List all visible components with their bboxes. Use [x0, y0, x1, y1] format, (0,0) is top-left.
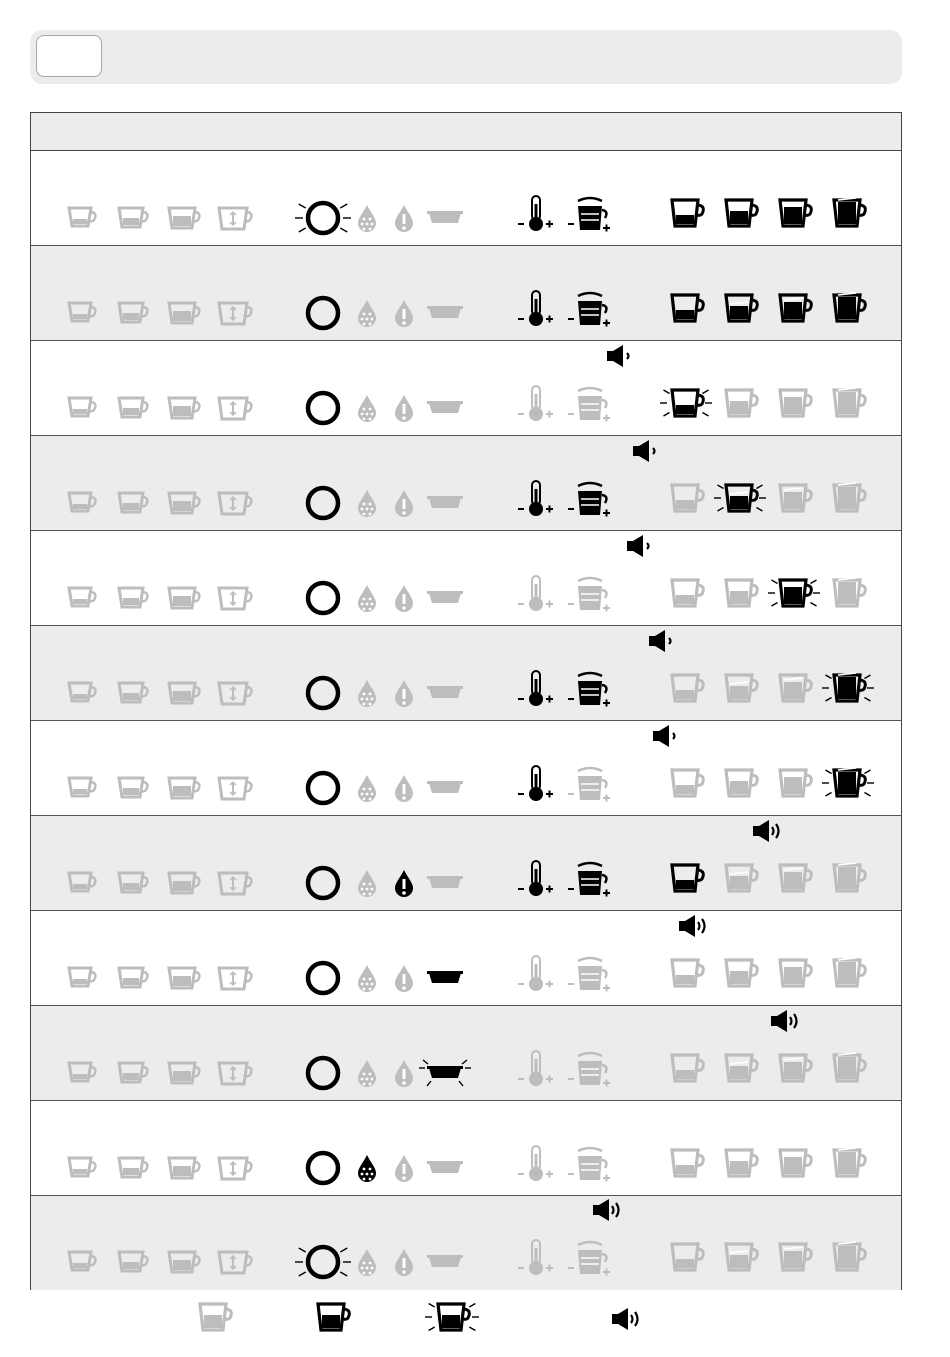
beep-speaker-icon — [589, 1196, 629, 1224]
cup-on-icon — [298, 1296, 368, 1342]
cup-size-1-icon — [659, 475, 717, 521]
cup-size-2-icon — [713, 475, 771, 521]
long-coffee-cup-icon — [165, 297, 209, 331]
long-coffee-cup-icon — [165, 1152, 209, 1186]
cup-size-2-icon — [713, 285, 771, 331]
espresso-cup-icon — [65, 1246, 109, 1280]
cup-size-2-icon — [713, 760, 771, 806]
espresso-cup-icon — [65, 1057, 109, 1091]
coffee-cup-icon — [115, 487, 159, 521]
temperature-icon — [515, 572, 559, 616]
table-row — [31, 1006, 901, 1101]
cup-size-2-icon — [713, 380, 771, 426]
grounds-tray-icon — [417, 201, 473, 235]
cup-size-3-icon — [767, 285, 825, 331]
water-alert-icon — [391, 296, 417, 330]
coffee-cup-icon — [115, 1246, 159, 1280]
coffee-cup-icon — [115, 1057, 159, 1091]
beep-speaker-icon — [767, 1007, 807, 1035]
espresso-cup-icon — [65, 392, 109, 426]
cup-dim-icon — [180, 1296, 250, 1342]
power-ring-icon — [291, 291, 355, 335]
beep-speaker-icon — [645, 627, 685, 655]
cup-size-2-icon — [713, 190, 771, 236]
aroma-strength-icon — [565, 572, 613, 616]
power-ring-icon — [291, 576, 355, 620]
long-coffee-cup-icon — [165, 202, 209, 236]
grounds-tray-icon — [417, 1151, 473, 1185]
ground-coffee-cup-icon — [215, 867, 259, 901]
cup-size-3-icon — [767, 760, 825, 806]
descale-drop-icon — [353, 676, 381, 710]
grounds-tray-icon — [417, 961, 473, 995]
long-coffee-cup-icon — [165, 867, 209, 901]
espresso-cup-icon — [65, 202, 109, 236]
espresso-cup-icon — [65, 962, 109, 996]
grounds-tray-icon — [417, 676, 473, 710]
water-alert-icon — [391, 676, 417, 710]
power-ring-icon — [291, 956, 355, 1000]
long-coffee-cup-icon — [165, 582, 209, 616]
coffee-cup-icon — [115, 677, 159, 711]
descale-drop-icon — [353, 1056, 381, 1090]
coffee-cup-icon — [115, 867, 159, 901]
temperature-icon — [515, 857, 559, 901]
beep-speaker-icon — [675, 912, 715, 940]
aroma-strength-icon — [565, 952, 613, 996]
cup-size-2-icon — [713, 855, 771, 901]
power-ring-icon — [291, 861, 355, 905]
grounds-tray-icon — [417, 771, 473, 805]
indicator-table — [30, 112, 902, 1290]
long-coffee-cup-icon — [165, 392, 209, 426]
table-row — [31, 911, 901, 1006]
long-coffee-cup-icon — [165, 772, 209, 806]
espresso-cup-icon — [65, 867, 109, 901]
beep-speaker-icon — [749, 817, 789, 845]
table-row — [31, 151, 901, 246]
cup-size-3-icon — [767, 380, 825, 426]
espresso-cup-icon — [65, 582, 109, 616]
descale-drop-icon — [353, 866, 381, 900]
power-ring-icon — [291, 196, 355, 240]
aroma-strength-icon — [565, 1236, 613, 1280]
table-row — [31, 1196, 901, 1290]
aroma-strength-icon — [565, 762, 613, 806]
coffee-cup-icon — [115, 1152, 159, 1186]
descale-drop-icon — [353, 581, 381, 615]
cup-size-4-icon — [821, 475, 879, 521]
coffee-cup-icon — [115, 962, 159, 996]
temperature-icon — [515, 952, 559, 996]
cup-size-3-icon — [767, 1045, 825, 1091]
water-alert-icon — [391, 771, 417, 805]
long-coffee-cup-icon — [165, 677, 209, 711]
cup-size-1-icon — [659, 380, 717, 426]
cup-size-1-icon — [659, 1140, 717, 1186]
ground-coffee-cup-icon — [215, 772, 259, 806]
descale-drop-icon — [353, 961, 381, 995]
water-alert-icon — [391, 201, 417, 235]
ground-coffee-cup-icon — [215, 1152, 259, 1186]
water-alert-icon — [391, 1056, 417, 1090]
table-row — [31, 1101, 901, 1196]
cup-size-2-icon — [713, 1045, 771, 1091]
table-row — [31, 341, 901, 436]
cup-size-4-icon — [821, 190, 879, 236]
cup-size-1-icon — [659, 665, 717, 711]
temperature-icon — [515, 1142, 559, 1186]
cup-size-2-icon — [713, 1140, 771, 1186]
coffee-cup-icon — [115, 297, 159, 331]
water-alert-icon — [391, 581, 417, 615]
temperature-icon — [515, 667, 559, 711]
ground-coffee-cup-icon — [215, 202, 259, 236]
temperature-icon — [515, 1047, 559, 1091]
aroma-strength-icon — [565, 477, 613, 521]
table-row — [31, 626, 901, 721]
espresso-cup-icon — [65, 487, 109, 521]
ground-coffee-cup-icon — [215, 962, 259, 996]
grounds-tray-icon — [417, 296, 473, 330]
temperature-icon — [515, 762, 559, 806]
cup-size-2-icon — [713, 665, 771, 711]
ground-coffee-cup-icon — [215, 582, 259, 616]
power-ring-icon — [291, 1051, 355, 1095]
power-ring-icon — [291, 481, 355, 525]
aroma-strength-icon — [565, 287, 613, 331]
espresso-cup-icon — [65, 297, 109, 331]
beep-speaker-icon — [649, 722, 689, 750]
power-ring-icon — [291, 386, 355, 430]
coffee-cup-icon — [115, 582, 159, 616]
speaker-icon — [590, 1296, 660, 1342]
cup-size-4-icon — [821, 1045, 879, 1091]
grounds-tray-icon — [417, 391, 473, 425]
aroma-strength-icon — [565, 857, 613, 901]
coffee-cup-icon — [115, 772, 159, 806]
descale-drop-icon — [353, 486, 381, 520]
temperature-icon — [515, 477, 559, 521]
cup-size-2-icon — [713, 950, 771, 996]
grounds-tray-icon — [417, 866, 473, 900]
long-coffee-cup-icon — [165, 1246, 209, 1280]
descale-drop-icon — [353, 296, 381, 330]
descale-drop-icon — [353, 1245, 381, 1279]
aroma-strength-icon — [565, 1047, 613, 1091]
cup-size-1-icon — [659, 1045, 717, 1091]
cup-size-4-icon — [821, 570, 879, 616]
descale-drop-icon — [353, 1151, 381, 1185]
cup-size-3-icon — [767, 950, 825, 996]
table-row — [31, 721, 901, 816]
water-alert-icon — [391, 391, 417, 425]
coffee-cup-icon — [115, 202, 159, 236]
ground-coffee-cup-icon — [215, 1057, 259, 1091]
water-alert-icon — [391, 961, 417, 995]
temperature-icon — [515, 287, 559, 331]
cup-size-1-icon — [659, 190, 717, 236]
cup-size-4-icon — [821, 380, 879, 426]
grounds-tray-icon — [417, 581, 473, 615]
cup-size-4-icon — [821, 665, 879, 711]
water-alert-icon — [391, 1151, 417, 1185]
grounds-tray-icon — [417, 486, 473, 520]
cup-size-2-icon — [713, 1234, 771, 1280]
aroma-strength-icon — [565, 667, 613, 711]
ground-coffee-cup-icon — [215, 392, 259, 426]
long-coffee-cup-icon — [165, 487, 209, 521]
water-alert-icon — [391, 866, 417, 900]
cup-size-1-icon — [659, 1234, 717, 1280]
power-ring-icon — [291, 1146, 355, 1190]
grounds-tray-icon — [417, 1245, 473, 1279]
cup-size-2-icon — [713, 570, 771, 616]
beep-speaker-icon — [603, 342, 643, 370]
espresso-cup-icon — [65, 1152, 109, 1186]
cup-size-1-icon — [659, 285, 717, 331]
ground-coffee-cup-icon — [215, 677, 259, 711]
cup-size-4-icon — [821, 285, 879, 331]
cup-size-1-icon — [659, 570, 717, 616]
descale-drop-icon — [353, 771, 381, 805]
cup-size-4-icon — [821, 1234, 879, 1280]
grounds-tray-icon — [417, 1056, 473, 1090]
ground-coffee-cup-icon — [215, 297, 259, 331]
table-header — [31, 113, 901, 151]
cup-size-1-icon — [659, 760, 717, 806]
temperature-icon — [515, 192, 559, 236]
cup-size-3-icon — [767, 855, 825, 901]
ground-coffee-cup-icon — [215, 487, 259, 521]
table-row — [31, 531, 901, 626]
coffee-cup-icon — [115, 392, 159, 426]
cup-size-3-icon — [767, 190, 825, 236]
espresso-cup-icon — [65, 772, 109, 806]
cup-size-4-icon — [821, 760, 879, 806]
long-coffee-cup-icon — [165, 962, 209, 996]
cup-size-3-icon — [767, 475, 825, 521]
espresso-cup-icon — [65, 677, 109, 711]
cup-size-1-icon — [659, 855, 717, 901]
cup-size-3-icon — [767, 1234, 825, 1280]
cup-size-3-icon — [767, 570, 825, 616]
table-row — [31, 816, 901, 911]
power-ring-icon — [291, 1240, 355, 1284]
header-bar — [30, 30, 902, 84]
cup-size-1-icon — [659, 950, 717, 996]
aroma-strength-icon — [565, 1142, 613, 1186]
temperature-icon — [515, 1236, 559, 1280]
page-badge — [36, 35, 102, 77]
power-ring-icon — [291, 766, 355, 810]
cup-size-3-icon — [767, 665, 825, 711]
beep-speaker-icon — [629, 437, 669, 465]
water-alert-icon — [391, 1245, 417, 1279]
temperature-icon — [515, 382, 559, 426]
cup-size-3-icon — [767, 1140, 825, 1186]
aroma-strength-icon — [565, 382, 613, 426]
aroma-strength-icon — [565, 192, 613, 236]
power-ring-icon — [291, 671, 355, 715]
table-row — [31, 246, 901, 341]
beep-speaker-icon — [623, 532, 663, 560]
cup-size-4-icon — [821, 1140, 879, 1186]
cup-size-4-icon — [821, 950, 879, 996]
ground-coffee-cup-icon — [215, 1246, 259, 1280]
table-row — [31, 436, 901, 531]
descale-drop-icon — [353, 201, 381, 235]
water-alert-icon — [391, 486, 417, 520]
cup-blink-icon — [418, 1296, 488, 1342]
descale-drop-icon — [353, 391, 381, 425]
cup-size-4-icon — [821, 855, 879, 901]
long-coffee-cup-icon — [165, 1057, 209, 1091]
